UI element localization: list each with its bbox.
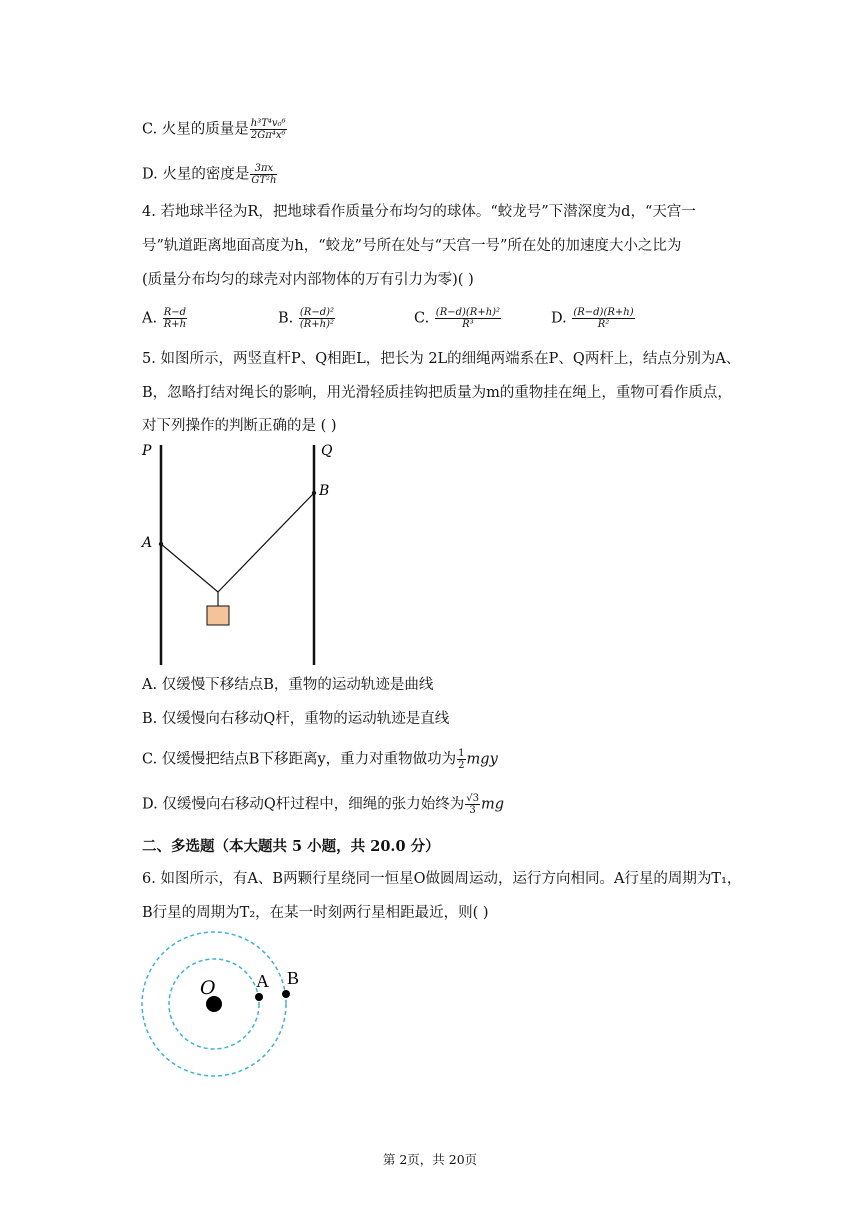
q3-option-d-fraction: $\frac{3\pi x}{\text{GT²h}}$ xyxy=(251,163,277,186)
q4-stem-line1: 4. 若地球半径为R，把地球看作质量分布均匀的球体。“蛟龙号”下潜深度为d，“天宫一 xyxy=(142,204,696,220)
rope-segment-a xyxy=(161,544,218,592)
label-b: B xyxy=(287,968,300,988)
planet-a xyxy=(255,993,263,1001)
q4-stem-line3: (质量分布均匀的球壳对内部物体的万有引力为零)( ) xyxy=(142,272,474,288)
q5-stem-line3: 对下列操作的判断正确的是 ( ) xyxy=(142,418,337,434)
label-p: P xyxy=(142,443,152,459)
q4-option-c: C. $\frac{\text{(R−d)(R+h)²}}{\text{R³}}$ xyxy=(414,307,501,330)
knot-a xyxy=(159,542,163,546)
rope-segment-b xyxy=(218,493,314,592)
q4-option-a: A. $\frac{R-d}{R+h}$ xyxy=(142,307,187,330)
q6-orbit-diagram xyxy=(138,928,318,1083)
q3-option-d: D. 火星的密度是 $\frac{3\pi x}{\text{GT²h}}$ xyxy=(142,163,277,186)
page-footer: 第 2页，共 20页 xyxy=(382,1152,478,1167)
label-o: O xyxy=(200,977,216,999)
q5-stem-line2: B，忽略打结对绳长的影响，用光滑轻质挂钩把质量为m的重物挂在绳上，重物可看作质点， xyxy=(142,385,732,401)
q5-option-a: A. 仅缓慢下移结点B，重物的运动轨迹是曲线 xyxy=(142,677,434,693)
q3-option-c-fraction: $\frac{\text{h³T⁴v₀⁶}}{\text{2Gπ⁴x⁶}}$ xyxy=(250,118,286,141)
q6-stem-line2: B行星的周期为T₂，在某一时刻两行星相距最近，则( ) xyxy=(142,905,489,921)
q4-option-d: D. $\frac{(R-d)(R+h)}{\text{R²}}$ xyxy=(551,307,634,330)
planet-b xyxy=(282,990,290,998)
weight-box xyxy=(207,606,229,625)
q4-option-b: B. $\frac{\text{(R−d)²}}{\text{(R+h)²}}$ xyxy=(278,307,335,330)
q5-option-d: D. 仅缓慢向右移动Q杆过程中，细绳的张力始终为 $\frac{√3}{3}$ mg xyxy=(142,793,504,816)
q5-option-b: B. 仅缓慢向右移动Q杆，重物的运动轨迹是直线 xyxy=(142,711,450,727)
q3-option-c: C. 火星的质量是 $\frac{\text{h³T⁴v₀⁶}}{\text{2Gπ⁴x⁶}}$ xyxy=(142,118,286,141)
q5-option-c: C. 仅缓慢把结点B下移距离y，重力对重物做功为 $\frac{1}{2}$ mgy xyxy=(142,748,498,771)
q5-rope-diagram xyxy=(130,438,350,673)
q6-stem-line1: 6. 如图所示，有A、B两颗行星绕同一恒星O做圆周运动，运行方向相同。A行星的周期为T₁， xyxy=(142,871,742,887)
q4-stem-line2: 号”轨道距离地面高度为h，“蛟龙”号所在处与“天宫一号”所在处的加速度大小之比为 xyxy=(142,238,682,254)
label-a: A xyxy=(256,971,269,991)
label-q: Q xyxy=(321,443,333,459)
q5-stem-line1: 5. 如图所示，两竖直杆P、Q相距L，把长为 2L的细绳两端系在P、Q两杆上，结点分别为A、 xyxy=(142,351,741,367)
knot-b xyxy=(312,491,316,495)
label-a: A xyxy=(142,535,153,551)
section-heading-multiple-choice: 二、多选题（本大题共 5 小题，共 20.0 分） xyxy=(142,838,440,855)
label-b: B xyxy=(319,483,330,499)
